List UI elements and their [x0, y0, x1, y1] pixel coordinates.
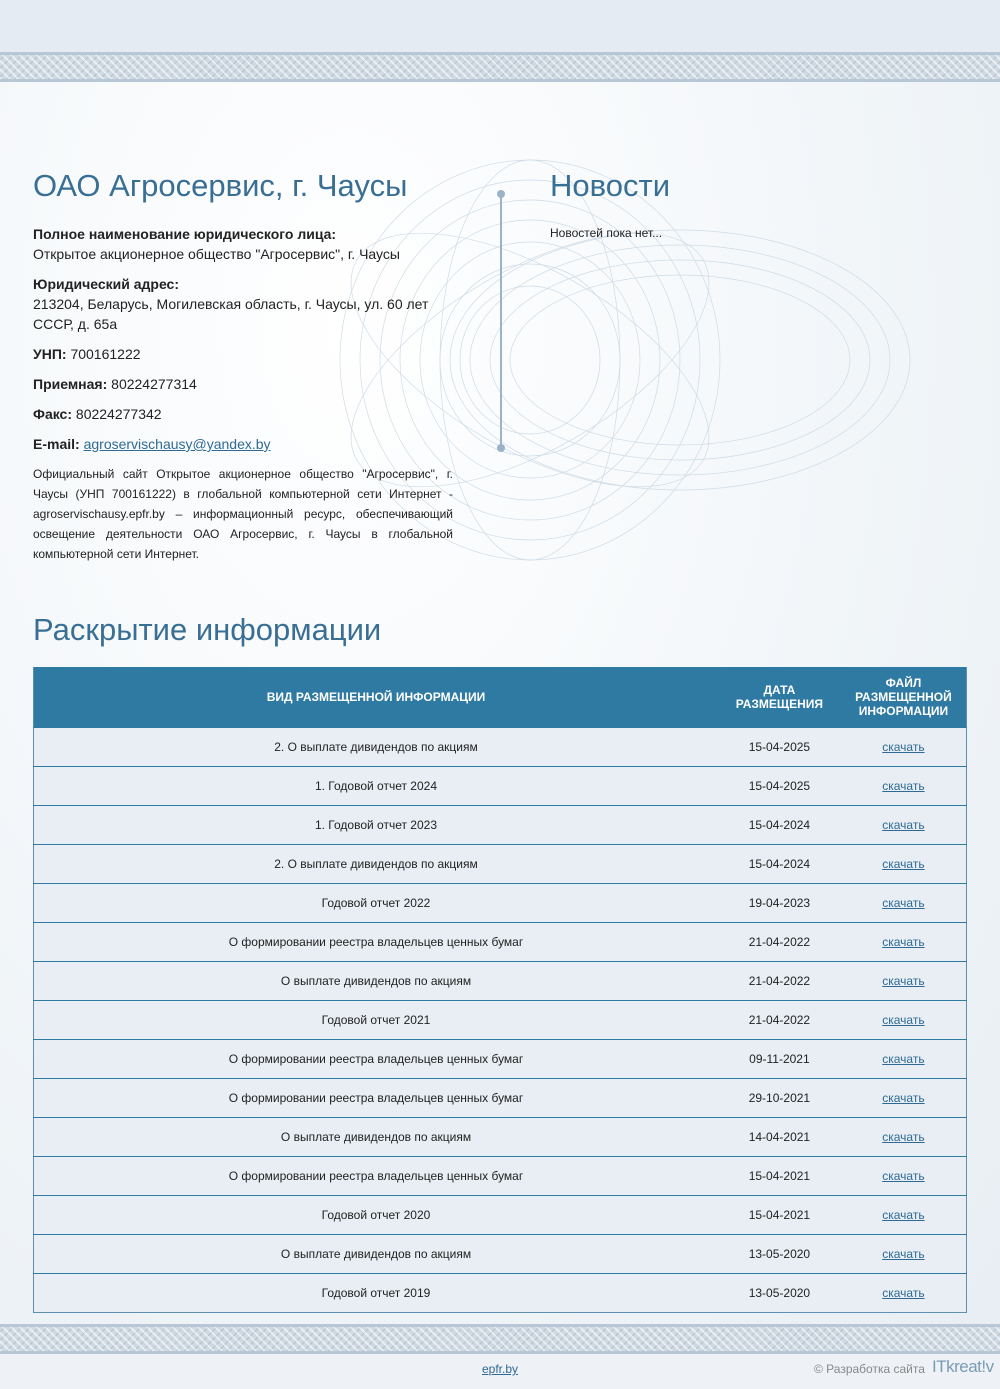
row-file-cell	[841, 962, 967, 1001]
table-row	[34, 1118, 967, 1157]
row-date: 19-04-2023	[718, 884, 841, 923]
row-file-cell	[841, 806, 967, 845]
row-file-cell	[841, 1001, 967, 1040]
row-info-type: Годовой отчет 2021	[34, 1001, 718, 1040]
row-info-type: 1. Годовой отчет 2023	[34, 806, 718, 845]
address-block	[33, 274, 453, 334]
email-link[interactable]: agroservischausy@yandex.by	[83, 436, 271, 452]
decorative-border-bottom	[0, 1324, 1000, 1354]
full-name-label: Полное наименование юридического лица:	[33, 226, 337, 242]
email-label: E-mail:	[33, 436, 80, 452]
download-link[interactable]: скачать	[882, 1169, 925, 1183]
disclosure-title: Раскрытие информации	[33, 612, 382, 647]
table-row	[34, 767, 967, 806]
row-date: 09-11-2021	[718, 1040, 841, 1079]
reception-block	[33, 374, 453, 394]
download-link[interactable]: скачать	[882, 779, 925, 793]
unp-block	[33, 344, 453, 364]
table-row	[34, 1079, 967, 1118]
row-file-cell	[841, 884, 967, 923]
row-date: 15-04-2021	[718, 1196, 841, 1235]
row-info-type: Годовой отчет 2019	[34, 1274, 718, 1313]
email-block	[33, 434, 453, 454]
header-type: ВИД РАЗМЕЩЕННОЙ ИНФОРМАЦИИ	[34, 667, 718, 728]
row-file-cell	[841, 1274, 967, 1313]
table-row	[34, 1274, 967, 1313]
row-date: 29-10-2021	[718, 1079, 841, 1118]
disclosure-table-wrapper	[33, 667, 967, 1313]
company-info	[33, 224, 453, 564]
row-date: 13-05-2020	[718, 1235, 841, 1274]
header-file: ФАЙЛ РАЗМЕЩЕННОЙ ИНФОРМАЦИИ	[841, 667, 967, 728]
row-file-cell	[841, 1157, 967, 1196]
row-date: 13-05-2020	[718, 1274, 841, 1313]
header-date: ДАТА РАЗМЕЩЕНИЯ	[718, 667, 841, 728]
fax-block	[33, 404, 453, 424]
row-info-type: О выплате дивидендов по акциям	[34, 1235, 718, 1274]
developer-logo[interactable]: ITkreat!v	[932, 1357, 994, 1376]
row-file-cell	[841, 1079, 967, 1118]
download-link[interactable]: скачать	[882, 1286, 925, 1300]
row-file-cell	[841, 923, 967, 962]
news-title: Новости	[550, 168, 671, 203]
download-link[interactable]: скачать	[882, 1091, 925, 1105]
table-row	[34, 962, 967, 1001]
download-link[interactable]: скачать	[882, 1013, 925, 1027]
disclosure-table	[33, 667, 967, 1313]
row-info-type: О выплате дивидендов по акциям	[34, 962, 718, 1001]
row-info-type: О формировании реестра владельцев ценных бумаг	[34, 1079, 718, 1118]
full-name-block	[33, 224, 453, 264]
row-info-type: 1. Годовой отчет 2024	[34, 767, 718, 806]
fax-label: Факс:	[33, 406, 73, 422]
row-info-type: Годовой отчет 2020	[34, 1196, 718, 1235]
download-link[interactable]: скачать	[882, 818, 925, 832]
row-file-cell	[841, 1118, 967, 1157]
row-info-type: О формировании реестра владельцев ценных бумаг	[34, 1157, 718, 1196]
table-row	[34, 806, 967, 845]
address-value: 213204, Беларусь, Могилевская область, г. Чаусы, ул. 60 лет СССР, д. 65а	[33, 296, 429, 332]
row-info-type: Годовой отчет 2022	[34, 884, 718, 923]
table-row	[34, 1235, 967, 1274]
row-date: 15-04-2021	[718, 1157, 841, 1196]
row-date: 21-04-2022	[718, 1001, 841, 1040]
row-file-cell	[841, 1040, 967, 1079]
row-info-type: О выплате дивидендов по акциям	[34, 1118, 718, 1157]
download-link[interactable]: скачать	[882, 740, 925, 754]
table-row	[34, 923, 967, 962]
row-date: 15-04-2024	[718, 806, 841, 845]
table-row	[34, 884, 967, 923]
news-empty-message: Новостей пока нет...	[550, 226, 663, 240]
row-file-cell	[841, 728, 967, 767]
row-info-type: 2. О выплате дивидендов по акциям	[34, 728, 718, 767]
row-info-type: 2. О выплате дивидендов по акциям	[34, 845, 718, 884]
row-file-cell	[841, 845, 967, 884]
table-row	[34, 1196, 967, 1235]
fax-value: 80224277342	[75, 406, 162, 422]
table-header-row	[34, 667, 967, 728]
download-link[interactable]: скачать	[882, 1208, 925, 1222]
full-name-value: Открытое акционерное общество "Агросервис", г. Чаусы	[33, 246, 400, 262]
download-link[interactable]: скачать	[882, 1247, 925, 1261]
download-link[interactable]: скачать	[882, 935, 925, 949]
row-date: 21-04-2022	[718, 962, 841, 1001]
table-row	[34, 1040, 967, 1079]
unp-value: 700161222	[70, 346, 141, 362]
row-date: 21-04-2022	[718, 923, 841, 962]
table-row	[34, 728, 967, 767]
row-date: 15-04-2025	[718, 728, 841, 767]
unp-label: УНП:	[33, 346, 67, 362]
top-bar	[0, 0, 1000, 52]
footer-credit: © Разработка сайта	[814, 1362, 925, 1376]
company-title: ОАО Агросервис, г. Чаусы	[33, 168, 408, 203]
download-link[interactable]: скачать	[882, 974, 925, 988]
reception-value: 80224277314	[111, 376, 197, 392]
row-date: 15-04-2025	[718, 767, 841, 806]
decorative-border-top	[0, 52, 1000, 82]
row-info-type: О формировании реестра владельцев ценных бумаг	[34, 923, 718, 962]
reception-label: Приемная:	[33, 376, 108, 392]
table-row	[34, 845, 967, 884]
row-file-cell	[841, 767, 967, 806]
download-link[interactable]: скачать	[882, 896, 925, 910]
download-link[interactable]: скачать	[882, 857, 925, 871]
row-info-type: О формировании реестра владельцев ценных бумаг	[34, 1040, 718, 1079]
download-link[interactable]: скачать	[882, 1052, 925, 1066]
row-file-cell	[841, 1196, 967, 1235]
row-date: 14-04-2021	[718, 1118, 841, 1157]
address-label: Юридический адрес:	[33, 276, 179, 292]
table-row	[34, 1001, 967, 1040]
vertical-divider	[500, 192, 502, 450]
table-row	[34, 1157, 967, 1196]
download-link[interactable]: скачать	[882, 1130, 925, 1144]
about-text: Официальный сайт Открытое акционерное общество "Агросервис", г. Чаусы (УНП 700161222) в глобальной компьютерной сети Интернет - agroservischausy.epfr.by – информационный ресурс, обеспечивающий освещение деятельности ОАО Агросервис, г. Чаусы в глобальной компьютерной сети Интернет.	[33, 467, 453, 561]
row-date: 15-04-2024	[718, 845, 841, 884]
footer-epfr-link[interactable]: epfr.by	[482, 1362, 519, 1376]
row-file-cell	[841, 1235, 967, 1274]
